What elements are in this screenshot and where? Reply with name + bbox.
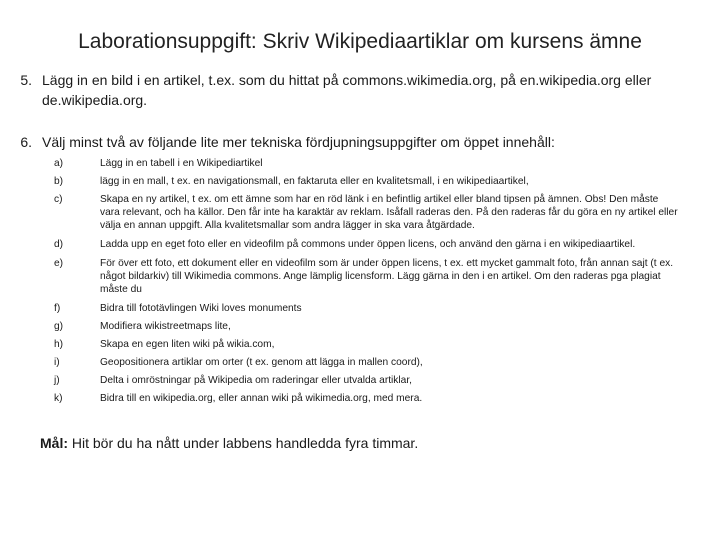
subtask-item: [54, 374, 679, 387]
subtask-text: Skapa en ny artikel, t ex. om ett ämne som har en röd länk i en befintlig artikel eller bland tipsen på ämnen. Obs! Den måste vara relevant, och ha källor. Den får inte ha karaktär av reklam. Isåfall raderas den. På den raderas får du göra en ny artikel eller välja en annan uppgift. Alla kvalitetsmallar som andra lägger in ska vara åtgärdade.: [100, 194, 678, 231]
subtask-letter: g): [54, 321, 64, 332]
subtask-item: [54, 238, 679, 251]
subtask-item: [54, 392, 679, 405]
subtask-item: [54, 157, 679, 170]
subtask-text: Modifiera wikistreetmaps lite,: [100, 321, 231, 332]
slide-title: Laborationsuppgift: Skriv Wikipediaartiklar om kursens ämne: [78, 30, 642, 53]
subtask-text: Bidra till fototävlingen Wiki loves monuments: [100, 303, 302, 314]
subtask-letter: e): [54, 258, 64, 269]
subtask-item: [54, 302, 679, 315]
task-text: Lägg in en bild i en artikel, t.ex. som du hittat på commons.wikimedia.org, på en.wikipedia.org eller de.wikipedia.org.: [42, 72, 652, 108]
subtask-letter: d): [54, 239, 64, 250]
subtask-letter: k): [54, 393, 63, 404]
subtask-text: Delta i omröstningar på Wikipedia om raderingar eller utvalda artiklar,: [100, 375, 412, 386]
subtask-letter: i): [54, 357, 60, 368]
task-item-6: [12, 132, 702, 152]
subtask-item: [54, 257, 679, 296]
subtask-text: Lägg in en tabell i en Wikipediartikel: [100, 158, 263, 169]
subtask-item: [54, 320, 679, 333]
subtask-letter: h): [54, 339, 64, 350]
subtask-letter: a): [54, 158, 64, 169]
subtask-item: [54, 175, 679, 188]
subtask-item: [54, 338, 679, 351]
task-number: 6.: [20, 134, 32, 150]
goal-statement: [40, 435, 418, 451]
goal-label: Mål:: [40, 435, 68, 451]
subtask-letter: b): [54, 176, 64, 187]
task-number: 5.: [20, 72, 32, 88]
subtask-text: Geopositionera artiklar om orter (t ex. genom att lägga in mallen coord),: [100, 357, 423, 368]
subtask-letter: c): [54, 194, 63, 205]
subtask-text: Skapa en egen liten wiki på wikia.com,: [100, 339, 275, 350]
subtask-text: För över ett foto, ett dokument eller en videofilm som är under öppen licens, t ex. ett mycket gammalt foto, från annan sajt (t ex. något bildarkiv) till Wikimedia commons. Ange lämplig licensform. Lägg gärna in den i en artikel. Om den raderas pga plagiat måste du: [100, 258, 674, 295]
subtask-text: lägg in en mall, t ex. en navigationsmall, en faktaruta eller en kvalitetsmall, i en wikipediaartikel,: [100, 176, 529, 187]
subtask-text: Bidra till en wikipedia.org, eller annan wiki på wikimedia.org, med mera.: [100, 393, 423, 404]
subtask-item: [54, 356, 679, 369]
goal-text: Hit bör du ha nått under labbens handledda fyra timmar.: [68, 435, 419, 451]
task-text: Välj minst två av följande lite mer tekniska fördjupningsuppgifter om öppet innehåll:: [42, 134, 555, 150]
subtask-item: [54, 193, 679, 232]
subtask-letter: j): [54, 375, 60, 386]
subtask-text: Ladda upp en eget foto eller en videofilm på commons under öppen licens, och använd den gärna i en wikipediaartikel.: [100, 239, 636, 250]
subtask-list: [54, 157, 679, 410]
subtask-letter: f): [54, 303, 61, 314]
task-item-5: [12, 70, 702, 110]
